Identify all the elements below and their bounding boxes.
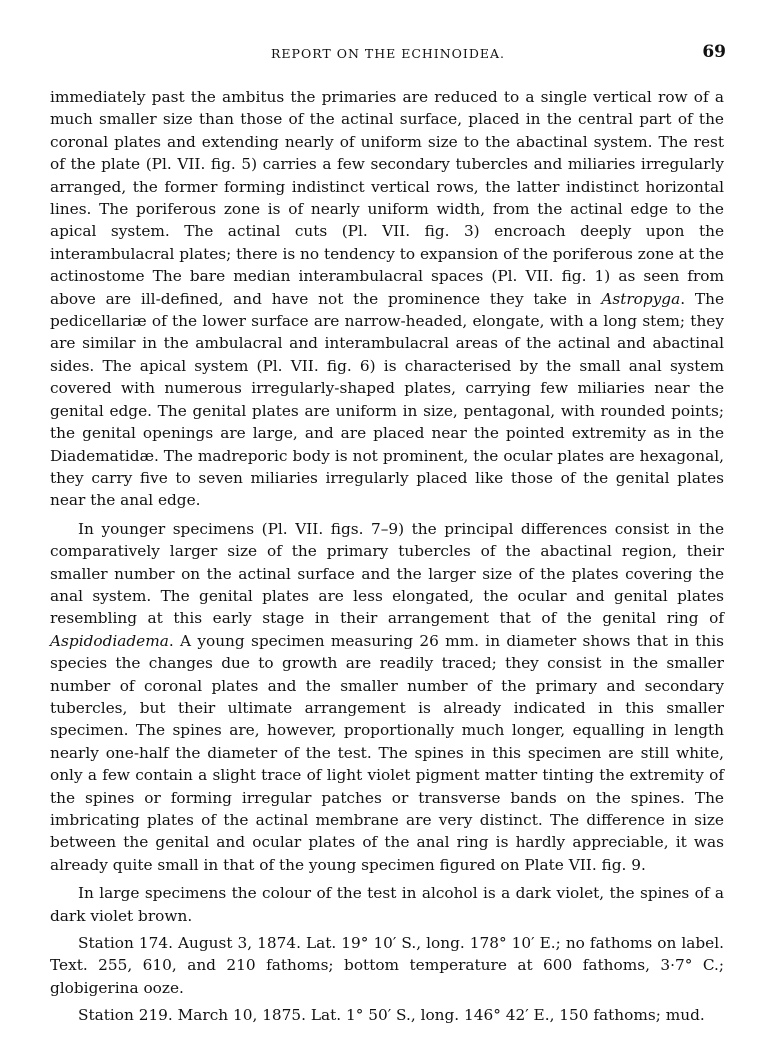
- body-text: [50, 86, 724, 1027]
- genus-name-aspidodiadema: Aspidodiadema: [50, 631, 169, 650]
- station-174-record: Station 174. August 3, 1874. Lat. 19° 10′ S., long. 178° 10′ E.; no fathoms on label. Text. 255, 610, and 210 fathoms; bottom temperature at 600 fathoms, 3·7° C.; globigerina ooze.: [50, 934, 724, 997]
- page-header: [50, 40, 726, 68]
- paragraph-2: In younger specimens (Pl. VII. figs. 7–9) the principal differences consist in the comparatively larger size of the primary tubercles of the abactinal region, their smaller number on the actinal surface and the larger size of the plates covering the anal system. The genital plates are less elongated, the ocular and genital plates resembling at this early stage in their arrangement that of the genital ring of Aspidodiadema. A young specimen measuring 26 mm. in diameter shows that in this species the changes due to growth are readily traced; they consist in the smaller number of coronal plates and the smaller number of the primary and secondary tubercles, but their ultimate arrangement is already indicated in this smaller specimen. The spines are, however, proportionally much longer, equalling in length nearly one-half the diameter of the test. The spines in this specimen are still white, only a few contain a slight trace of light violet pigment matter tinting the extremity of the spines or forming irregular patches or transverse bands on the spines. The imbricating plates of the actinal membrane are very distinct. The difference in size between the genital and ocular plates of the anal ring is hardly appreciable, it was already quite small in that of the young specimen figured on Plate VII. fig. 9.: [50, 519, 724, 874]
- page-number: 69: [702, 42, 726, 62]
- paragraph-3: In large specimens the colour of the test in alcohol is a dark violet, the spines of a dark violet brown.: [50, 884, 724, 925]
- genus-name-astropyga: Astropyga: [601, 289, 681, 308]
- running-title: REPORT ON THE ECHINOIDEA.: [271, 46, 505, 61]
- station-219-record: Station 219. March 10, 1875. Lat. 1° 50′ S., long. 146° 42′ E., 150 fathoms; mud.: [78, 1006, 705, 1025]
- station-records: [50, 932, 724, 1027]
- paragraph-1: immediately past the ambitus the primaries are reduced to a single vertical row of a much smaller size than those of the actinal surface, placed in the central part of the coronal plates and extending nearly of uniform size to the abactinal system. The rest of the plate (Pl. VII. fig. 5) carries a few secondary tubercles and miliaries irregularly arranged, the former forming indistinct vertical rows, the latter indistinct horizontal lines. The poriferous zone is of nearly uniform width, from the actinal edge to the apical system. The actinal cuts (Pl. VII. fig. 3) encroach deeply upon the interambulacral plates; there is no tendency to expansion of the poriferous zone at the actinostome The bare median interambulacral spaces (Pl. VII. fig. 1) as seen from above are ill-defined, and have not the prominence they take in Astropyga. The pedicellariæ of the lower surface are narrow-headed, elongate, with a long stem; they are similar in the ambulacral and interambulacral areas of the actinal and abactinal sides. The apical system (Pl. VII. fig. 6) is characterised by the small anal system covered with numerous irregularly-shaped plates, carrying few miliaries near the genital edge. The genital plates are uniform in size, pentagonal, with rounded points; the genital openings are large, and are placed near the pointed extremity as in the Diadematidæ. The madreporic body is not prominent, the ocular plates are hexagonal, they carry five to seven miliaries irregularly placed like those of the genital plates near the anal edge.: [50, 88, 724, 510]
